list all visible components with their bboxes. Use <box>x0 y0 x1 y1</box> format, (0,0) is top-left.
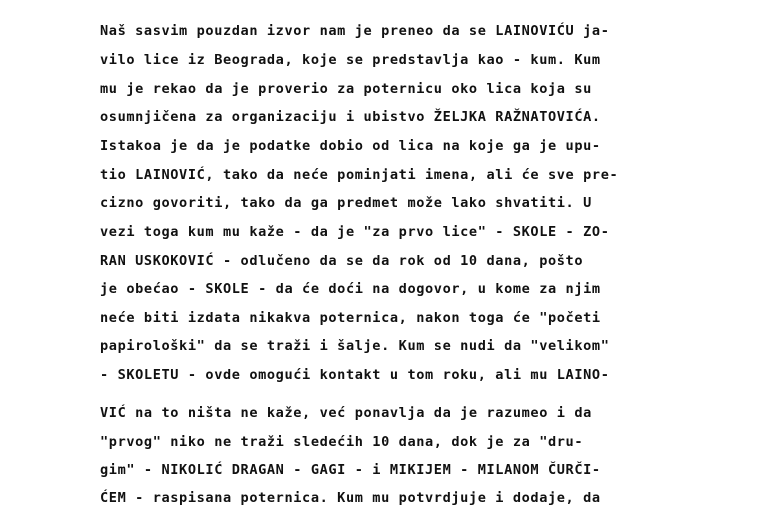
text-line: neće biti izdata nikakva poternica, nakon toga će "početi <box>100 310 601 326</box>
text-line: mu je rekao da je proverio za poternicu oko lica koja su <box>100 81 592 97</box>
text-line: vezi toga kum mu kaže - da je "za prvo lice" - SKOLE - ZO- <box>100 224 610 240</box>
text-line: VIĆ na to ništa ne kaže, već ponavlja da je razumeo i da <box>100 405 592 421</box>
text-line: tio LAINOVIĆ, tako da neće pominjati imena, ali će sve pre- <box>100 167 619 183</box>
text-line: osumnjičena za organizaciju i ubistvo ŽELJKA RAŽNATOVIĆA. <box>100 109 601 125</box>
text-line: papirološki" da se traži i šalje. Kum se nudi da "velikom" <box>100 338 610 354</box>
text-line: - SKOLETU - ovde omogući kontakt u tom roku, ali mu LAINO- <box>100 367 610 383</box>
text-line: "prvog" niko ne traži sledećih 10 dana, dok je za "dru- <box>100 434 584 450</box>
text-line: RAN USKOKOVIĆ - odlučeno da se da rok od 10 dana, pošto <box>100 253 584 269</box>
text-line: je obećao - SKOLE - da će doći na dogovor, u kome za njim <box>100 281 601 297</box>
text-line: vilo lice iz Beograda, koje se predstavlja kao - kum. Kum <box>100 52 601 68</box>
text-line: cizno govoriti, tako da ga predmet može lako shvatiti. U <box>100 195 592 211</box>
text-line: Naš sasvim pouzdan izvor nam je preneo da se LAINOVIĆU ja- <box>100 23 610 39</box>
text-line: Istakoa je da je podatke dobio od lica na koje ga je upu- <box>100 138 601 154</box>
text-line: ĆEM - raspisana poternica. Kum mu potvrdjuje i dodaje, da <box>100 490 601 506</box>
text-line: gim" - NIKOLIĆ DRAGAN - GAGI - i MIKIJEM - MILANOM ČURČI- <box>100 462 601 478</box>
